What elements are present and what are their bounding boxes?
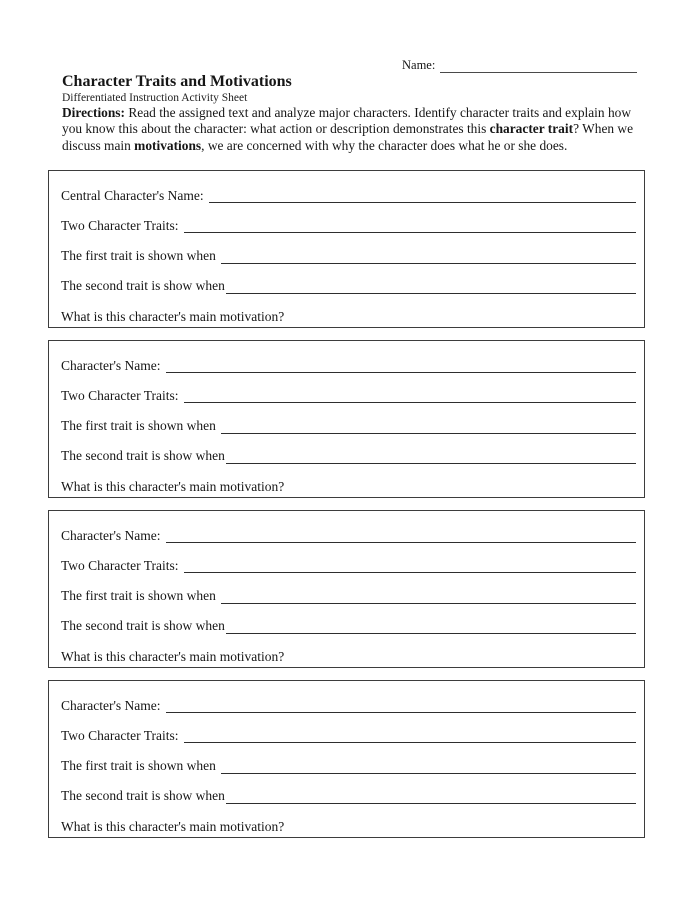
directions-bold-character-trait: character trait	[489, 121, 574, 137]
row-two-traits	[61, 713, 636, 743]
character-box-4	[48, 680, 645, 838]
two-traits-label: Two Character Traits:	[61, 387, 179, 403]
motivation-question-label: What is this character's main motivation?	[61, 308, 285, 324]
motivation-question-label: What is this character's main motivation?	[61, 478, 285, 494]
character-name-label: Central Character's Name:	[61, 187, 204, 203]
directions-paragraph	[62, 105, 646, 154]
row-second-trait	[61, 434, 636, 464]
directions-bold-motivations: motivations	[134, 137, 202, 153]
second-trait-label: The second trait is show when	[61, 448, 225, 464]
character-box-2	[48, 340, 645, 498]
character-box-3	[48, 510, 645, 668]
directions-text-2: ? When we discuss main	[62, 121, 634, 153]
row-motivation	[61, 294, 636, 324]
row-motivation	[61, 804, 636, 834]
character-name-label: Character's Name:	[61, 697, 161, 713]
row-character-name	[61, 343, 636, 373]
row-two-traits	[61, 373, 636, 403]
first-trait-label: The first trait is shown when	[61, 248, 216, 264]
first-trait-label: The first trait is shown when	[61, 588, 216, 604]
name-blank-line	[440, 72, 637, 73]
row-second-trait	[61, 264, 636, 294]
page-subtitle: Differentiated Instruction Activity Sheet	[62, 92, 248, 104]
row-first-trait	[61, 403, 636, 433]
character-name-label: Character's Name:	[61, 357, 161, 373]
second-trait-label: The second trait is show when	[61, 278, 225, 294]
character-box-1	[48, 170, 645, 328]
directions-text-1: Read the assigned text and analyze major characters. Identify character traits and explain how you know this about the character: what action or description demonstrates this	[62, 105, 632, 137]
row-character-name	[61, 683, 636, 713]
page-title: Character Traits and Motivations	[62, 73, 292, 90]
row-motivation	[61, 634, 636, 664]
name-field-row	[402, 59, 637, 73]
second-trait-label: The second trait is show when	[61, 618, 225, 634]
row-first-trait	[61, 573, 636, 603]
motivation-question-label: What is this character's main motivation?	[61, 648, 285, 664]
row-first-trait	[61, 233, 636, 263]
first-trait-label: The first trait is shown when	[61, 758, 216, 774]
row-first-trait	[61, 743, 636, 773]
directions-text-3: , we are concerned with why the character does what he or she does.	[201, 137, 568, 153]
two-traits-label: Two Character Traits:	[61, 557, 179, 573]
row-character-name	[61, 513, 636, 543]
row-character-name	[61, 173, 636, 203]
row-second-trait	[61, 604, 636, 634]
row-two-traits	[61, 203, 636, 233]
name-label: Name:	[402, 58, 436, 73]
directions-label: Directions:	[62, 105, 125, 120]
motivation-question-label: What is this character's main motivation?	[61, 818, 285, 834]
second-trait-label: The second trait is show when	[61, 788, 225, 804]
row-two-traits	[61, 543, 636, 573]
first-trait-label: The first trait is shown when	[61, 418, 216, 434]
row-motivation	[61, 464, 636, 494]
row-second-trait	[61, 774, 636, 804]
two-traits-label: Two Character Traits:	[61, 217, 179, 233]
character-name-label: Character's Name:	[61, 527, 161, 543]
two-traits-label: Two Character Traits:	[61, 727, 179, 743]
